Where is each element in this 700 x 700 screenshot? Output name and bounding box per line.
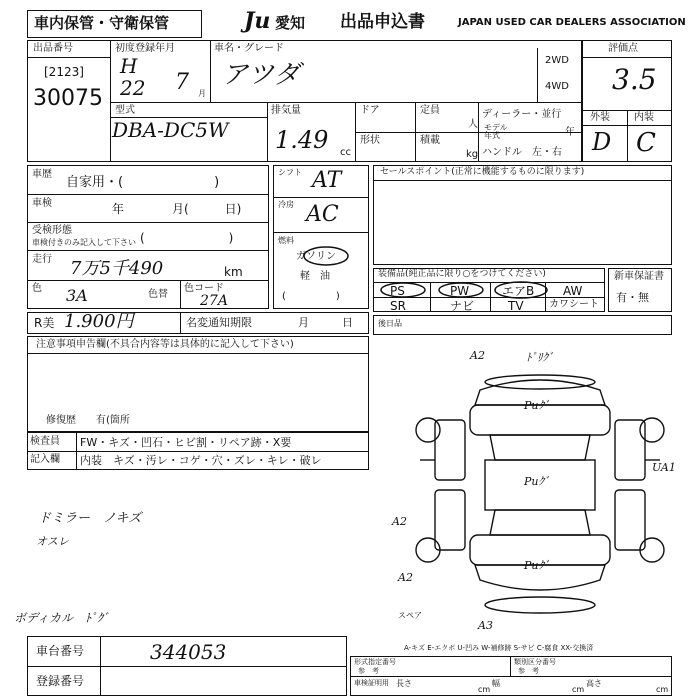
reserve-price-value: 1.900円 [64,311,134,332]
note-line-2: オスレ [36,535,69,548]
divider [582,57,672,58]
diagram-note-a2-left2: A2 [398,571,413,584]
color-label: 色 [32,283,42,294]
divider [27,451,369,452]
doors-label: ドア [360,105,380,116]
eq-ac: エアB [502,284,535,298]
month-value: 7 [175,70,189,95]
diagram-note-hood: Puｸﾞ [524,399,550,412]
diagram-note-roof: Puｸﾞ [524,475,550,488]
association-name: JAPAN USED CAR DEALERS ASSOCIATION [458,17,686,28]
form-title: 出品申込書 [340,12,425,32]
divider [27,280,269,281]
lot-number: 30075 [33,86,103,111]
divider [180,280,181,309]
era-value: H [120,54,138,78]
equipment-label: 装備品(純正品に限り○をつけてください) [378,269,546,279]
aircon-label: 冷房 [278,200,294,209]
divider [110,40,111,162]
spare-label: スペア [398,611,422,620]
divider [27,194,269,195]
eq-tv: TV [508,299,524,313]
exterior-label: 外装 [590,112,610,123]
history-label: 車歴 [32,169,52,180]
warranty-yn: 有・無 [616,291,649,304]
post-date-box [373,315,672,335]
color-code-label: 色コード [184,283,224,294]
inspector-label: 検査員 [30,436,60,447]
shape-label: 形状 [360,135,380,146]
category-no-label: 類別区分番号 [514,658,556,666]
repair-label: 修復歴 有(箇所 [46,415,130,426]
receive-form-label: 受検形態 [32,225,72,236]
eq-pw: PW [450,284,470,298]
length-label: 長さ [396,679,412,688]
damage-legend: A-キズ E-エクボ U-凹み W-補修跡 S-サビ C-腐食 XX-交換済 [404,644,594,652]
ju-logo: Ju [244,8,271,34]
color-change-label: 色替 [148,289,168,300]
cm-1: cm [478,685,491,694]
cm-3: cm [656,685,669,694]
divider [27,57,110,58]
equipment-circles [373,276,605,300]
storage-note: 車内保管・守衛保管 [34,14,170,32]
shift-label: シフト [278,168,302,177]
divider [373,180,672,181]
diagram-note-a2-left: A2 [392,515,407,528]
aircon-value: AC [306,202,339,227]
model-code-label: 型式 [115,105,135,116]
year-value: 22 [120,76,146,100]
car-name: アツダ [222,60,300,90]
name-change-label: 名変通知期限 [186,316,252,329]
lot-no-label: 出品番号 [33,43,73,54]
lot-code: [2123] [44,65,84,79]
diagram-note-ua1: UA1 [652,461,676,474]
rating-label: 評価点 [608,43,638,54]
chassis-value: 344053 [150,640,227,664]
divider [510,656,511,676]
displacement-value: 1.49 [275,126,329,154]
fuel-label: 燃料 [278,236,294,245]
divider [273,232,369,233]
ref-1: 参 考 [358,667,379,675]
drive-4wd: 4WD [545,81,569,92]
notes-label: 注意事項申告欄(不具合内容等は具体的に記入して下さい) [36,339,294,350]
cert-length-label: 車検証明用 [354,679,389,687]
org-name: 愛知 [275,14,306,32]
chassis-label: 車台番号 [36,644,85,658]
interior-marks: 内装 キズ・汚レ・コゲ・穴・ズレ・キレ・破レ [80,454,322,467]
divider [27,250,269,251]
color-code-value: 27A [200,293,228,309]
km-unit: km [224,265,243,279]
reg-label: 登録番号 [36,674,85,688]
name-change-date: 月 日 [298,316,353,329]
divider [350,676,672,677]
divider [27,666,347,667]
designated-no-label: 形式指定番号 [354,658,396,666]
warranty-label: 新車保証書 [614,271,664,282]
color-value: 3A [66,286,88,305]
note-line-1: ドミラー ノキズ [38,511,142,526]
capacity-label: 定員 [420,105,440,116]
divider [355,132,582,133]
interior-grade: C [636,128,656,158]
divider [627,110,628,162]
mileage-label: 走行 [32,254,52,265]
cm-2: cm [572,685,585,694]
divider [100,636,101,696]
cc-unit: cc [340,147,351,158]
dealer-label: ディーラー・並行 [482,109,562,120]
rating-value: 3.5 [612,63,657,96]
fuel-gas: ガソリン [296,251,336,262]
eq-aw: AW [563,284,583,298]
post-date-label: 後日品 [378,319,402,328]
mileage-value: 7万5千490 [70,258,164,279]
first-reg-label: 初度登録年月 [115,43,175,54]
eq-nav: ナビ [450,299,475,313]
model-grade-label: 車名・グレード [214,43,284,54]
shift-value: AT [312,168,342,193]
interior-label: 内装 [634,112,654,123]
inspection-value: 年 月( 日) [112,202,242,216]
eq-leather: カワシート [549,299,599,310]
displacement-label: 排気量 [271,105,301,116]
eq-sr: SR [390,299,406,313]
receive-note: 車検付きのみ記入して下さい [32,238,136,247]
divider [27,222,269,223]
width-label: 幅 [492,679,500,688]
month-unit: 月 [198,89,206,98]
model-code-value: DBA-DC5W [112,118,229,142]
model-year-label: モデル 年式 [484,123,508,140]
load-label: 積載 [420,135,440,146]
divider [27,353,369,354]
history-value: 自家用・( ) [66,175,220,190]
diagram-note-a2-top: A2 [470,349,485,362]
kg-unit: kg [466,149,479,160]
fuel-diesel: 軽 油 [300,271,330,282]
divider [110,102,582,103]
divider [180,312,181,334]
fuel-paren: ( ) [282,291,340,302]
fuel-gas-circle [300,244,352,268]
divider [210,40,211,102]
reserve-price-label: R美 [34,316,55,330]
note-line-3: ボディカル ﾄﾟｸﾞ [14,611,110,625]
receive-paren: ( ) [140,231,234,245]
ref-2: 参 考 [518,667,539,675]
exterior-grade: D [592,128,612,156]
year-unit: 年 [565,127,575,138]
eq-ps: PS [390,284,405,298]
handle-label: ハンドル 左・右 [482,147,562,158]
diagram-note-top: ﾄﾟﾘｸﾞ [526,351,554,364]
height-label: 高さ [586,679,602,688]
entry-label: 記入欄 [30,454,60,465]
divider [267,102,268,162]
diagram-note-rear: Puｸﾞ [524,559,550,572]
exterior-marks: FW・キズ・凹石・ヒビ割・リペア跡・X要 [80,436,292,449]
divider [273,197,369,198]
diagram-note-a3: A3 [478,619,493,632]
divider [537,48,538,102]
sales-point-label: セールスポイント(正常に機能するものに限ります) [380,167,585,177]
divider [76,432,77,470]
inspection-label: 車検 [32,198,52,209]
person-unit: 人 [468,119,478,130]
drive-2wd: 2WD [545,55,569,66]
